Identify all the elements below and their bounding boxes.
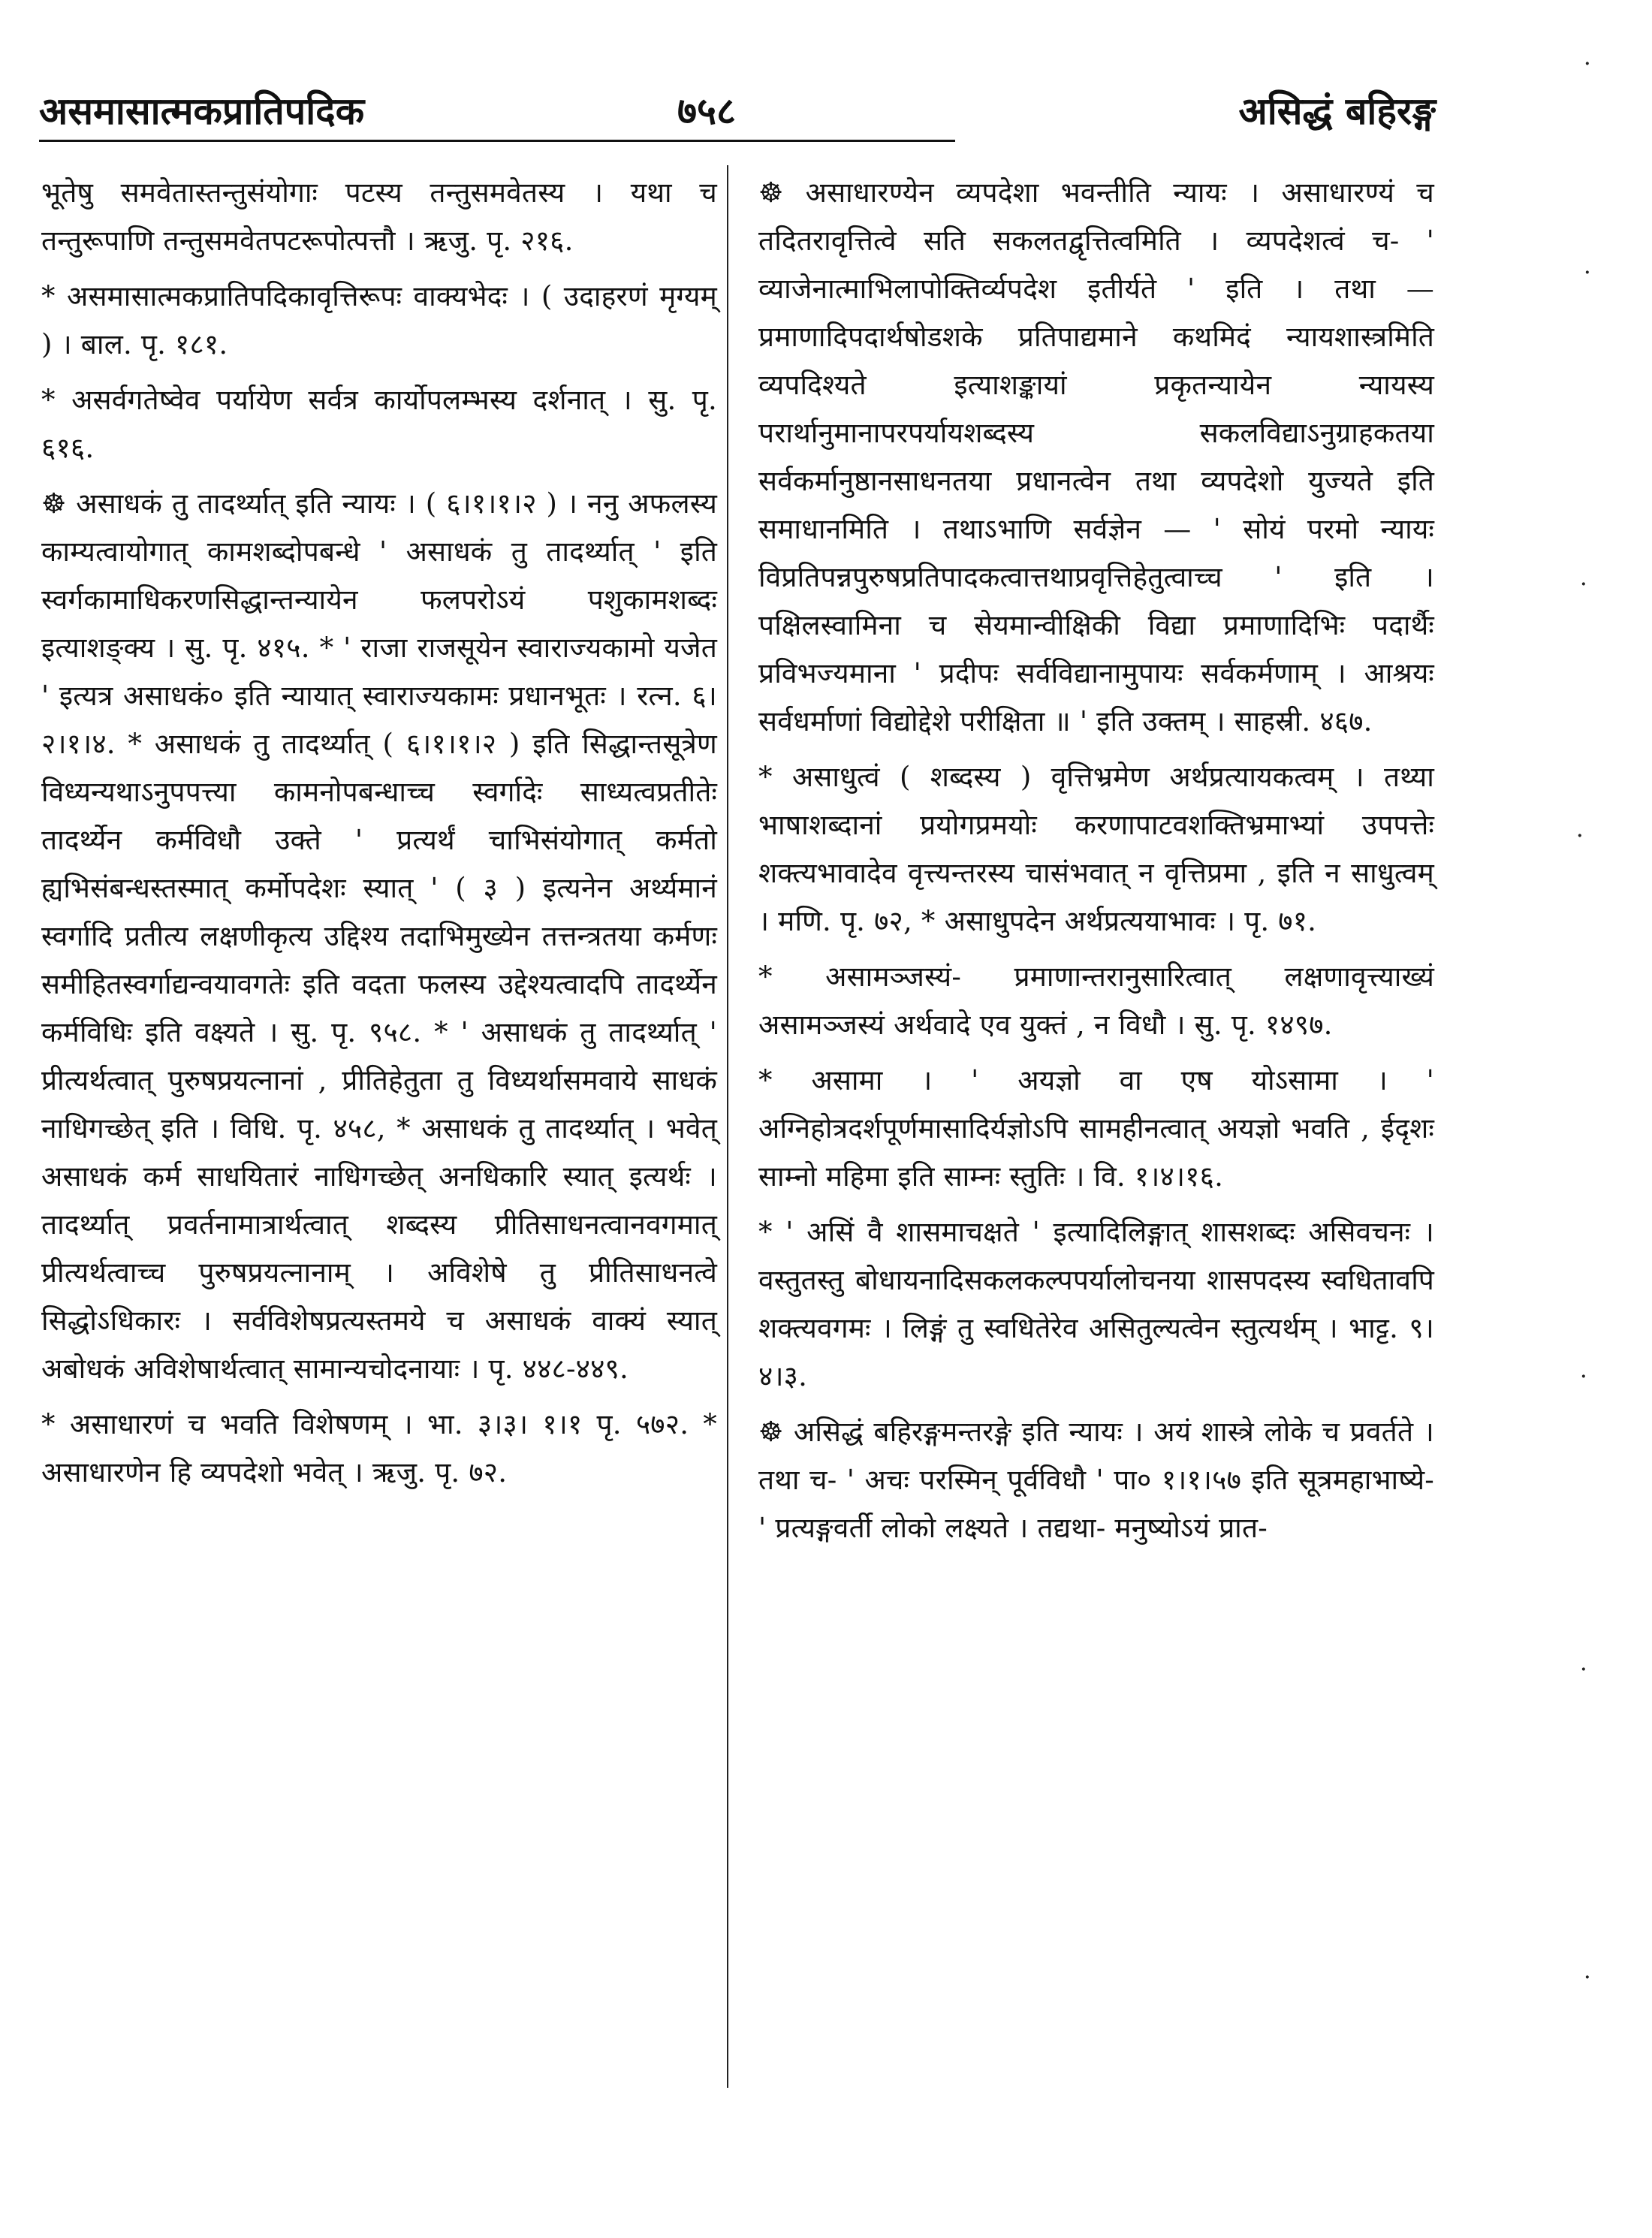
column-divider [727, 165, 728, 2088]
margin-speck: · [1577, 826, 1583, 846]
right-paragraph-4: * असामा । ' अयज्ञो वा एष योऽसामा । ' अग्निहोत्रदर्शपूर्णमासादिर्यज्ञोऽपि सामहीनत्वात् अयज्ञो भवति , ईदृशः साम्नो महिमा इति साम्नः स्तुतिः । वि. १।४।१६. [758, 1064, 1434, 1193]
left-paragraph-2: * असमासात्मकप्रातिपदिकावृत्तिरूपः वाक्यभेदः । ( उदाहरणं मृग्यम् ) । बाल. पृ. १८१. [41, 280, 717, 360]
left-paragraph-5: * असाधारणं च भवति विशेषणम् । भा. ३।३। १।१ पृ. ५७२. * असाधारणेन हि व्यपदेशो भवेत् । ऋजु. पृ. ७२. [41, 1408, 717, 1488]
margin-speck: · [1584, 1968, 1590, 1987]
page-header [39, 69, 1436, 137]
margin-speck: · [1584, 263, 1590, 282]
header-right-term: असिद्धं बहिरङ्ग [1238, 89, 1436, 133]
right-paragraph-2: * असाधुत्वं ( शब्दस्य ) वृत्तिभ्रमेण अर्थप्रत्यायकत्वम् । तथ्या भाषाशब्दानां प्रयोगप्रमयोः करणापाटवशक्तिभ्रमाभ्यां उपपत्तेः शक्त्यभावादेव वृत्त्यन्तरस्य चासंभवात् न वृत्तिप्रमा , इति न साधुत्वम् । मणि. पृ. ७२, * असाधुपदेन अर्थप्रत्ययाभावः । पृ. ७१. [758, 761, 1434, 937]
right-column [758, 169, 1434, 1560]
margin-speck: · [1584, 54, 1590, 74]
left-paragraph-1: भूतेषु समवेतास्तन्तुसंयोगाः पटस्य तन्तुसमवेतस्य । यथा च तन्तुरूपाणि तन्तुसमवेतपटरूपोत्पत्तौ । ऋजु. पृ. २१६. [41, 176, 717, 257]
right-paragraph-6: ☸ असिद्धं बहिरङ्गमन्तरङ्गे इति न्यायः । अयं शास्त्रे लोके च प्रवर्तते । तथा च- ' अचः परस्मिन् पूर्वविधौ ' पा० १।१।५७ इति सूत्रमहाभाष्ये- ' प्रत्यङ्गवर्ती लोको लक्ष्यते । तद्यथा- मनुष्योऽयं प्रात- [758, 1416, 1434, 1544]
left-paragraph-3: * असर्वगतेष्वेव पर्यायेण सर्वत्र कार्योपलम्भस्य दर्शनात् । सु. पृ. ६१६. [41, 384, 717, 464]
right-paragraph-3: * असामञ्जस्यं- प्रमाणान्तरानुसारित्वात् लक्षणावृत्त्याख्यं असामञ्जस्यं अर्थवादे एव युक्तं , न विधौ । सु. पृ. १४९७. [758, 961, 1434, 1041]
header-rule [39, 140, 955, 142]
page-number: ७५८ [677, 89, 736, 133]
left-column [41, 169, 717, 1504]
margin-speck: · [1581, 1367, 1587, 1386]
margin-speck: · [1581, 1660, 1587, 1679]
margin-speck: · [1581, 575, 1587, 594]
header-left-term: असमासात्मकप्रातिपदिक [39, 89, 365, 133]
left-paragraph-4: ☸ असाधकं तु तादर्थ्यात् इति न्यायः । ( ६।१।१।२ ) । ननु अफलस्य काम्यत्वायोगात् कामशब्दोपबन्धे ' असाधकं तु तादर्थ्यात् ' इति स्वर्गकामाधिकरणसिद्धान्तन्यायेन फलपरोऽयं पशुकामशब्दः इत्याशङ्क्य । सु. पृ. ४१५. * ' राजा राजसूयेन स्वाराज्यकामो यजेत ' इत्यत्र असाधकं० इति न्यायात् स्वाराज्यकामः प्रधानभूतः । रत्न. ६।२।१।४. * असाधकं तु तादर्थ्यात् ( ६।१।१।२ ) इति सिद्धान्तसूत्रेण विध्यन्यथाऽनुपपत्त्या कामनोपबन्धाच्च स्वर्गादेः साध्यत्वप्रतीतेः तादर्थ्येन कर्मविधौ उक्ते ' प्रत्यर्थं चाभिसंयोगात् कर्मतो ह्यभिसंबन्धस्तस्मात् कर्मोपदेशः स्यात् ' ( ३ ) इत्यनेन अर्थ्यमानं स्वर्गादि प्रतीत्य लक्षणीकृत्य उद्दिश्य तदाभिमुख्येन तत्तन्त्रतया कर्मणः समीहितस्वर्गाद्यन्वयावगतेः इति वदता फलस्य उद्देश्यत्वादपि तादर्थ्येन कर्मविधिः इति वक्ष्यते । सु. पृ. ९५८. * ' असाधकं तु तादर्थ्यात् ' प्रीत्यर्थत्वात् पुरुषप्रयत्नानां , प्रीतिहेतुता तु विध्यर्थासमवाये साधकं नाधिगच्छेत् इति । विधि. पृ. ४५८, * असाधकं तु तादर्थ्यात् । भवेत् असाधकं कर्म साधयितारं नाधिगच्छेत् अनधिकारि स्यात् इत्यर्थः । तादर्थ्यात् प्रवर्तनामात्रार्थत्वात् शब्दस्य प्रीतिसाधनत्वानवगमात् प्रीत्यर्थत्वाच्च पुरुषप्रयत्नानाम् । अविशेषे तु प्रीतिसाधनत्वे सिद्धोऽधिकारः । सर्वविशेषप्रत्यस्तमये च असाधकं वाक्यं स्यात् अबोधकं अविशेषार्थत्वात् सामान्यचोदनायाः । पृ. ४४८-४४९. [41, 487, 717, 1385]
right-paragraph-1: ☸ असाधारण्येन व्यपदेशा भवन्तीति न्यायः । असाधारण्यं च तदितरावृत्तित्वे सति सकलतद्वृत्तित्वमिति । व्यपदेशत्वं च- ' व्याजेनात्माभिलापोक्तिर्व्यपदेश इतीर्यते ' इति । तथा — प्रमाणादिपदार्थषोडशके प्रतिपाद्यमाने कथमिदं न्यायशास्त्रमिति व्यपदिश्यते इत्याशङ्कायां प्रकृतन्यायेन न्यायस्य परार्थानुमानापरपर्यायशब्दस्य सकलविद्याऽनुग्राहकतया सर्वकर्मानुष्ठानसाधनतया प्रधानत्वेन तथा व्यपदेशो युज्यते इति समाधानमिति । तथाऽभाणि सर्वज्ञेन — ' सोयं परमो न्यायः विप्रतिपन्नपुरुषप्रतिपादकत्वात्तथाप्रवृत्तिहेतुत्वाच्च ' इति । पक्षिलस्वामिना च सेयमान्वीक्षिकी विद्या प्रमाणादिभिः पदार्थैः प्रविभज्यमाना ' प्रदीपः सर्वविद्यानामुपायः सर्वकर्मणाम् । आश्रयः सर्वधर्माणां विद्योद्देशे परीक्षिता ॥ ' इति उक्तम् । साहस्री. ४६७. [758, 176, 1434, 737]
right-paragraph-5: * ' असिं वै शासमाचक्षते ' इत्यादिलिङ्गात् शासशब्दः असिवचनः । वस्तुतस्तु बोधायनादिसकलकल्पपर्यालोचनया शासपदस्य स्वधितावपि शक्त्यवगमः । लिङ्गं तु स्वधितेरेव असितुल्यत्वेन स्तुत्यर्थम् । भाट्ट. ९।४।३. [758, 1216, 1434, 1392]
